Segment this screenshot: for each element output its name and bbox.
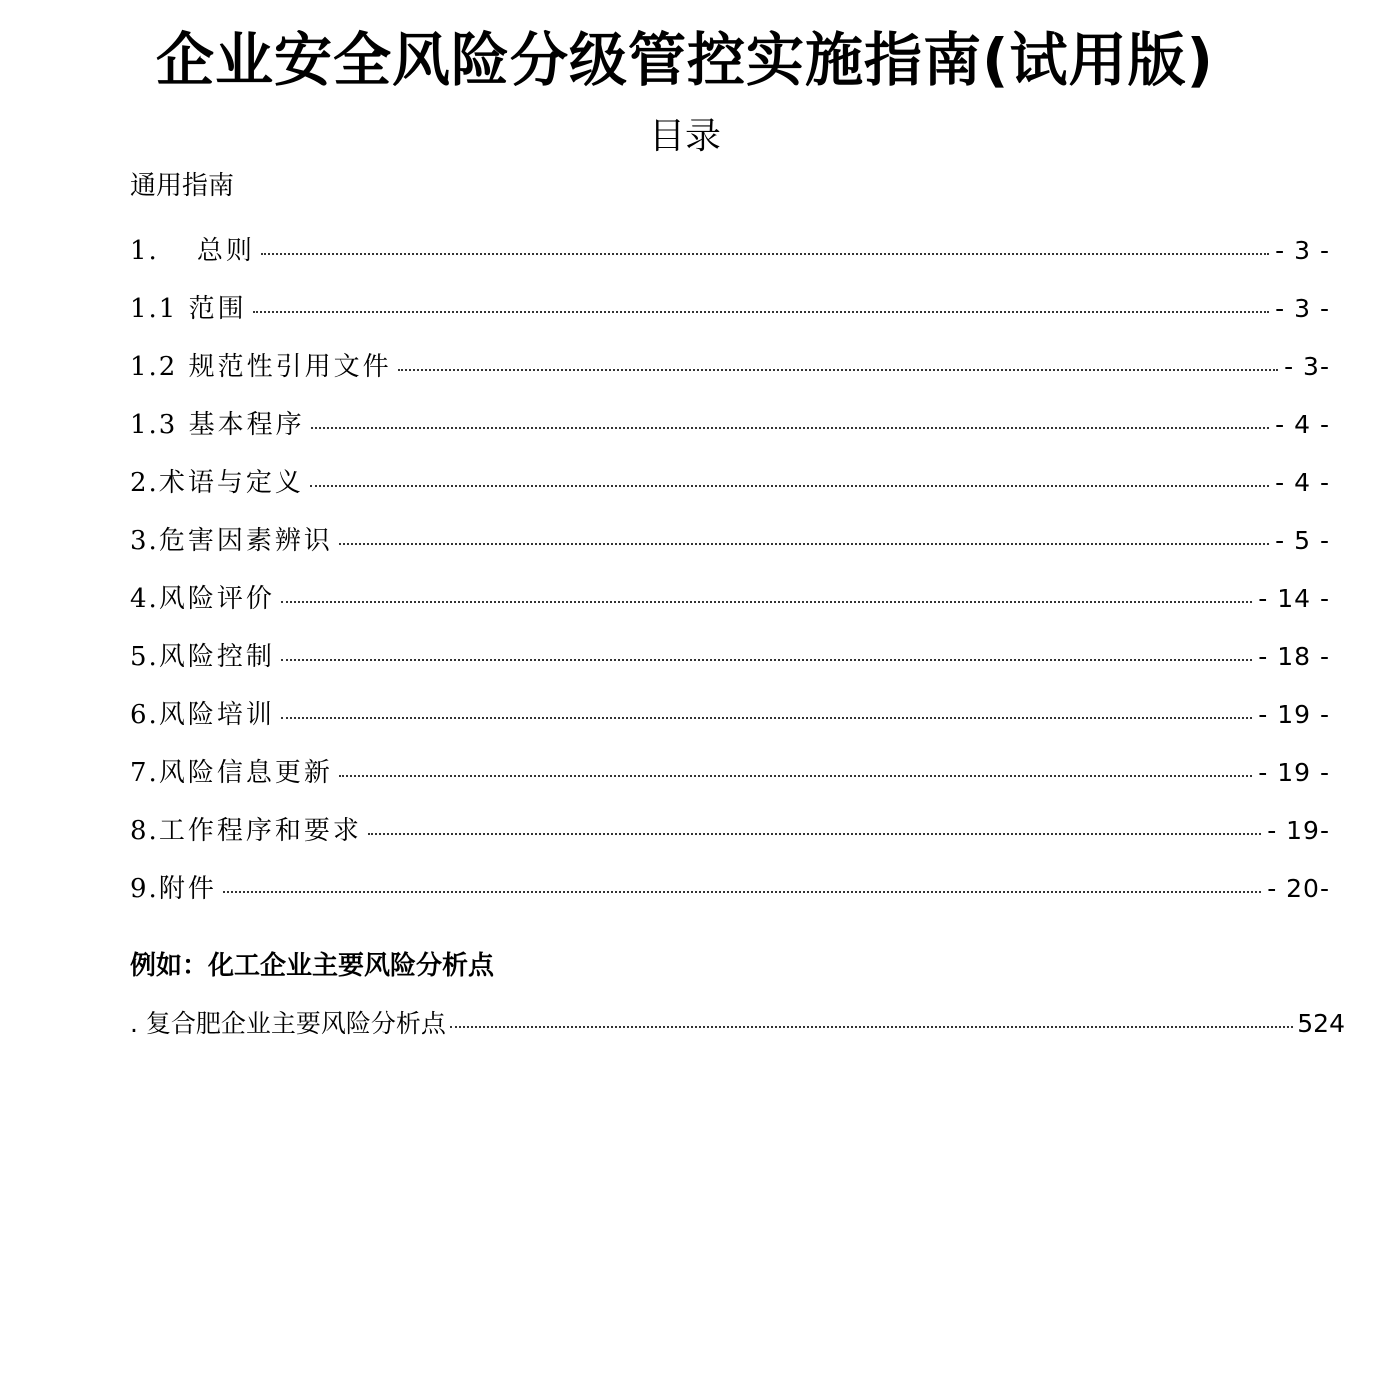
toc-entry-number: 7. — [130, 758, 159, 788]
toc-entry-page: - 4 - — [1275, 410, 1330, 439]
toc-entry-number: 6. — [130, 700, 159, 730]
toc-entry[interactable] — [130, 755, 1330, 813]
toc-entry-number: 1.3 — [130, 410, 178, 440]
toc-entry[interactable] — [130, 291, 1330, 349]
toc-entry-number: 5. — [130, 642, 159, 672]
toc-entry-text: 基本程序 — [188, 410, 305, 440]
toc-list — [130, 233, 1330, 929]
toc-entry[interactable] — [130, 349, 1330, 407]
toc-entry-label — [130, 523, 333, 559]
toc-entry-page: - 14 - — [1258, 584, 1330, 613]
toc-entry-label — [130, 291, 247, 327]
toc-entry-text: 风险控制 — [158, 642, 275, 672]
dot-leader — [310, 485, 1269, 487]
example-entry-text: . 复合肥企业主要风险分析点 — [130, 1009, 446, 1038]
toc-entry-number: 4. — [130, 584, 159, 614]
toc-entry-number: 1. — [130, 236, 159, 266]
toc-entry-page: - 5 - — [1275, 526, 1330, 555]
dot-leader — [281, 659, 1252, 661]
toc-entry-label — [130, 233, 255, 269]
toc-entry-label — [130, 813, 362, 849]
toc-entry-label — [130, 349, 392, 385]
dot-leader — [261, 253, 1269, 255]
toc-entry-label — [130, 755, 333, 791]
toc-entry-page: - 3 - — [1275, 236, 1330, 265]
toc-entry-page: - 18 - — [1258, 642, 1330, 671]
example-label: 例如：化工企业主要风险分析点 — [130, 951, 495, 981]
toc-entry[interactable] — [130, 871, 1330, 929]
toc-entry-page: - 19 - — [1258, 700, 1330, 729]
toc-entry-number: 3. — [130, 526, 159, 556]
toc-entry-text: 总则 — [196, 236, 255, 266]
toc-entry-number: 9. — [130, 874, 159, 904]
toc-entry-label — [130, 407, 305, 443]
toc-entry[interactable] — [130, 465, 1330, 523]
toc-entry-text: 附件 — [158, 874, 217, 904]
dot-leader — [311, 427, 1270, 429]
toc-entry-text: 风险培训 — [158, 700, 275, 730]
toc-entry-text: 范围 — [188, 294, 247, 324]
dot-leader — [398, 369, 1278, 371]
toc-entry-label — [130, 871, 217, 907]
toc-entry-number: 1.1 — [130, 294, 178, 324]
toc-entry-text: 风险信息更新 — [158, 758, 333, 788]
toc-entry[interactable] — [130, 639, 1330, 697]
dot-leader — [281, 717, 1252, 719]
toc-entry-text: 术语与定义 — [158, 468, 304, 498]
toc-heading: 目录 — [648, 116, 721, 157]
toc-entry[interactable] — [130, 813, 1330, 871]
dot-leader — [223, 891, 1261, 893]
dot-leader — [339, 543, 1269, 545]
toc-entry[interactable] — [130, 581, 1330, 639]
toc-entry-page: - 3- — [1284, 352, 1330, 381]
toc-entry-page: - 19 - — [1258, 758, 1330, 787]
toc-entry-page: - 4 - — [1275, 468, 1330, 497]
toc-entry-text: 工作程序和要求 — [158, 816, 362, 846]
toc-entry-label — [130, 697, 275, 733]
dot-leader — [368, 833, 1261, 835]
document-title: 企业安全风险分级管控实施指南(试用版) — [155, 26, 1215, 94]
dot-leader — [450, 1026, 1293, 1028]
toc-entry-text: 危害因素辨识 — [158, 526, 333, 556]
toc-entry-page: - 20- — [1267, 874, 1330, 903]
dot-leader — [281, 601, 1252, 603]
toc-entry-text: 规范性引用文件 — [188, 352, 392, 382]
toc-entry-label — [130, 639, 275, 675]
dot-leader — [253, 311, 1270, 313]
toc-entry-page: - 19- — [1267, 816, 1330, 845]
toc-entry-page: - 3 - — [1275, 294, 1330, 323]
toc-entry-label — [130, 465, 304, 501]
example-toc-entry[interactable] — [130, 1006, 1345, 1042]
section-label: 通用指南 — [130, 171, 235, 201]
toc-entry-text: 风险评价 — [158, 584, 275, 614]
toc-entry[interactable] — [130, 233, 1330, 291]
example-entry-page: 524 — [1297, 1009, 1345, 1038]
toc-entry-number: 1.2 — [130, 352, 178, 382]
toc-entry-number: 8. — [130, 816, 159, 846]
dot-leader — [339, 775, 1252, 777]
toc-entry[interactable] — [130, 523, 1330, 581]
toc-entry[interactable] — [130, 407, 1330, 465]
toc-entry[interactable] — [130, 697, 1330, 755]
toc-entry-label — [130, 581, 275, 617]
toc-entry-number: 2. — [130, 468, 159, 498]
